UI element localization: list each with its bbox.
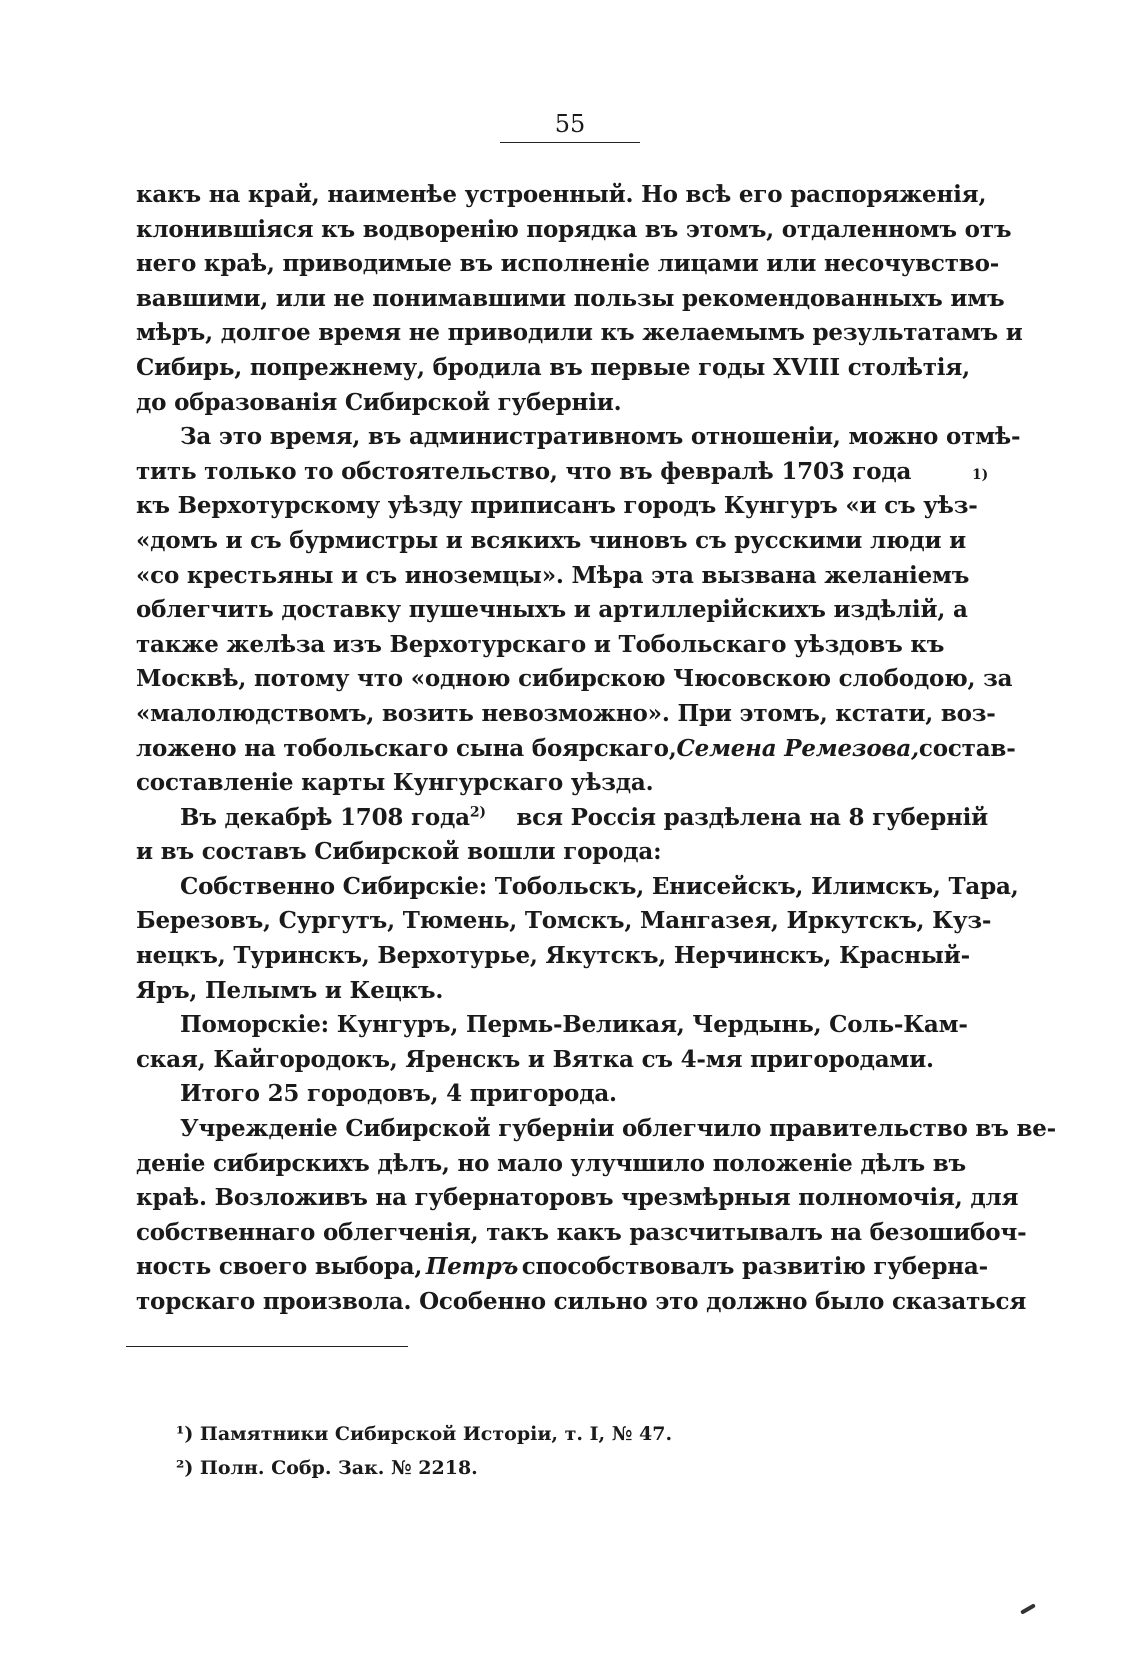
footnote-ref: 2) [469, 804, 486, 821]
text-line: Сибирь, попрежнему, бродила въ первые годы XVIII столѣтія, [136, 353, 970, 381]
text-line: до образованія Сибирской губерніи. [136, 388, 622, 416]
footnote-divider [126, 1346, 408, 1347]
footnote: ¹) Памятники Сибирской Исторіи, т. I, № 47. [176, 1423, 673, 1445]
text-line: «малолюдствомъ, возить невозможно». При этомъ, кстати, воз- [136, 699, 996, 727]
text-line: Учрежденіе Сибирской губерніи облегчило правительство въ ве- [180, 1115, 1057, 1143]
text-line: облегчить доставку пушечныхъ и артиллерійскихъ издѣлій, а [136, 596, 968, 624]
text-line: За это время, въ административномъ отношеніи, можно отмѣ- [180, 423, 1021, 451]
text-line: Березовъ, Сургутъ, Тюмень, Томскъ, Мангазея, Иркутскъ, Куз- [136, 907, 992, 935]
text-line: ская, Кайгородокъ, Яренскъ и Вятка съ 4-мя пригородами. [136, 1045, 934, 1073]
text-line: Поморскіе: Кунгуръ, Пермь-Великая, Чердынь, Соль-Кам- [180, 1011, 968, 1039]
text-line: какъ на край, наименѣе устроенный. Но всѣ его распоряженія, [136, 181, 987, 208]
text-line: и въ составъ Сибирской вошли города: [136, 838, 662, 866]
text-line: собственнаго облегченія, такъ какъ разсчитывалъ на безошибоч- [136, 1218, 1027, 1246]
text-line: тить только то обстоятельство, что въ февралѣ 1703 года 1) [136, 457, 988, 485]
text-line: деніе сибирскихъ дѣлъ, но мало улучшило положеніе дѣлъ въ [136, 1149, 966, 1177]
text-line: Москвѣ, потому что «одною сибирскою Чюсовскою слободою, за [136, 665, 1013, 693]
main-text [136, 178, 1057, 1320]
footnote: ²) Полн. Собр. Зак. № 2218. [176, 1457, 478, 1479]
text-line: ность своего выбора, Петръ способствовалъ развитію губерна- [136, 1250, 988, 1285]
text-line: составленіе карты Кунгурскаго уѣзда. [136, 769, 654, 797]
text-line: Въ декабрѣ 1708 года$^{2)}$ вся Россія раздѣлена на 8 губерній [180, 803, 988, 831]
text-line: нецкъ, Туринскъ, Верхотурье, Якутскъ, Нерчинскъ, Красный- [136, 942, 970, 970]
text-line: торскаго произвола. Особенно сильно это должно было сказаться [136, 1288, 1027, 1315]
text-line: «домъ и съ бурмистры и всякихъ чиновъ съ русскими люди и [136, 526, 966, 554]
text-line: вавшими, или не понимавшими пользы рекомендованныхъ имъ [136, 284, 1005, 312]
text-line: къ Верхотурскому уѣзду приписанъ городъ Кунгуръ «и съ уѣз- [136, 492, 978, 520]
italic-name: Семена Ремезова, [676, 734, 919, 762]
text-line: краѣ. Возложивъ на губернаторовъ чрезмѣрныя полномочія, для [136, 1184, 1019, 1212]
text-line: Яръ, Пелымъ и Кецкъ. [136, 976, 444, 1004]
stray-mark [1020, 1603, 1036, 1614]
text-line: «со крестьяны и съ иноземцы». Мѣра эта вызвана желаніемъ [136, 561, 970, 589]
text-line: Собственно Сибирскіе: Тобольскъ, Енисейскъ, Илимскъ, Тара, [180, 872, 1019, 900]
text-line: Итого 25 городовъ, 4 пригорода. [180, 1080, 617, 1108]
text-line: клонившіяся къ водворенію порядка въ этомъ, отдаленномъ отъ [136, 215, 1012, 243]
text-line: также желѣза изъ Верхотурскаго и Тобольскаго уѣздовъ къ [136, 630, 945, 658]
text-line: него краѣ, приводимые въ исполненіе лицами или несочувство- [136, 250, 1000, 278]
text-line: ложено на тобольскаго сына боярскаго, Семена Ремезова, состав- [136, 732, 988, 767]
text-line: мѣръ, долгое время не приводили къ желаемымъ результатамъ и [136, 319, 1023, 347]
page-number: 55 [500, 110, 640, 143]
italic-name: Петръ [425, 1253, 519, 1281]
